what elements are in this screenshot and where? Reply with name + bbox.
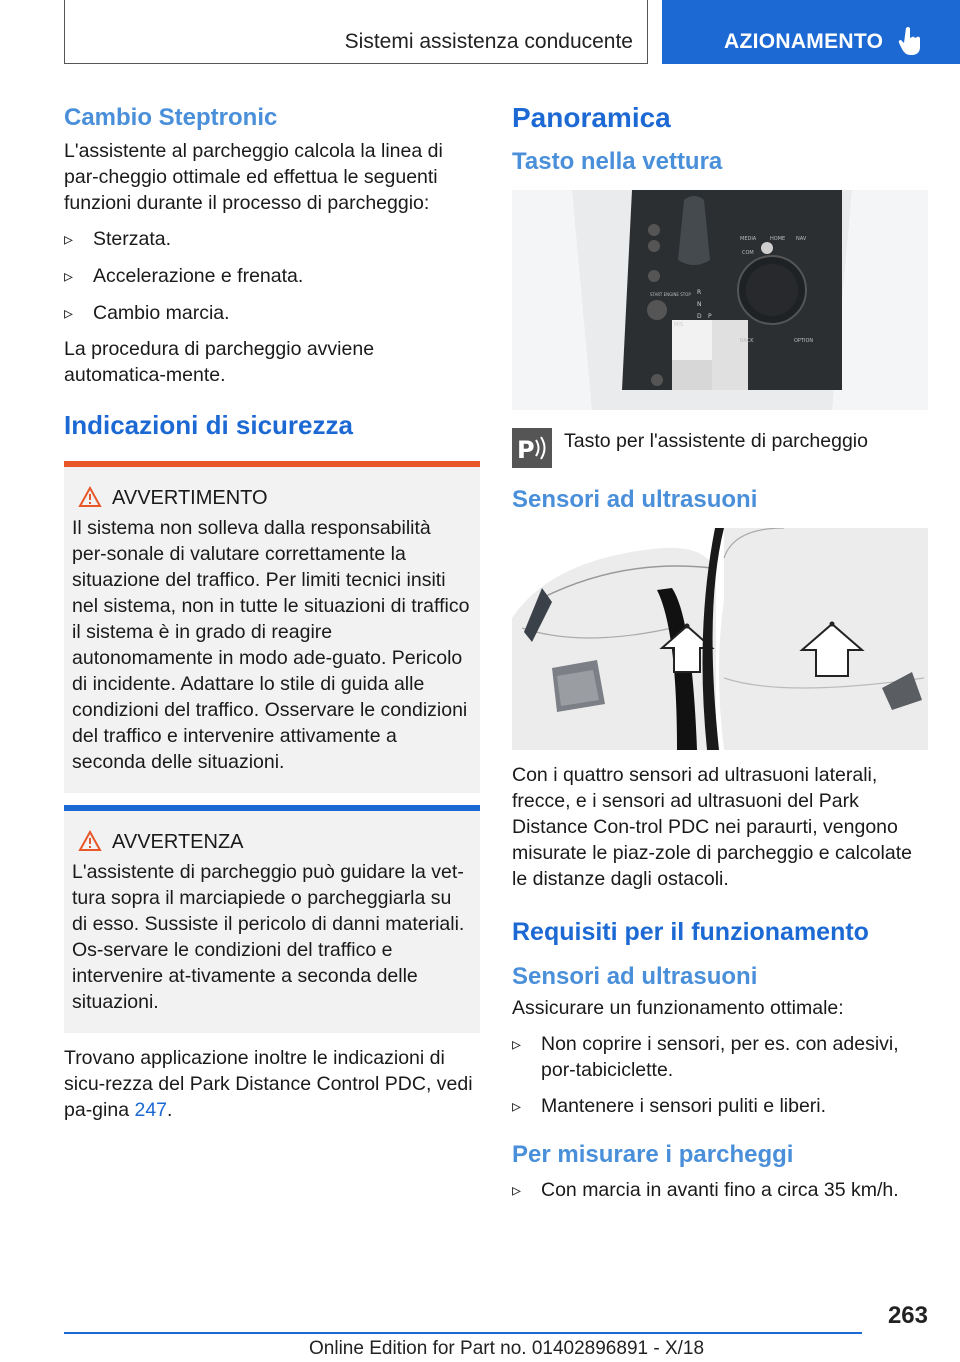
- console-label-nav: NAV: [796, 236, 807, 242]
- console-label-back: BACK: [740, 338, 754, 344]
- page-link-247[interactable]: 247: [134, 1099, 168, 1121]
- heading-button: Tasto nella vettura: [512, 148, 723, 175]
- heading-measure: Per misurare i parcheggi: [512, 1141, 794, 1168]
- heading-sensors: Sensori ad ultrasuoni: [512, 486, 758, 513]
- park-assist-icon: [512, 428, 552, 468]
- header-section-box: [64, 0, 648, 64]
- list-item: ▹ Cambio marcia.: [64, 300, 480, 326]
- svg-text:P: P: [517, 436, 535, 464]
- caution-triangle-icon: [78, 830, 102, 852]
- console-label-media: MEDIA: [740, 236, 757, 242]
- heading-overview: Panoramica: [512, 102, 671, 133]
- sensor-care-list: [512, 1031, 928, 1119]
- caution-title: [72, 829, 470, 855]
- button-caption-row: [512, 428, 928, 472]
- paragraph-more: [64, 1045, 480, 1123]
- car-sensors-illustration: [512, 528, 928, 750]
- page-number: 263: [887, 1302, 928, 1329]
- warning-title: [72, 485, 470, 511]
- left-column: [64, 100, 480, 1123]
- paragraph-more-end: .: [167, 1099, 173, 1121]
- heading-requirements: Requisiti per il funzionamento: [512, 918, 869, 946]
- console-label-gear-n: N: [697, 301, 702, 308]
- console-image: [512, 190, 928, 410]
- caution-box: [64, 805, 480, 1033]
- right-column: [512, 100, 928, 1203]
- console-label-gear-p: P: [708, 313, 712, 320]
- paragraph-ensure: Assicurare un funzionamento ottimale:: [512, 997, 844, 1019]
- button-caption: Tasto per l'assistente di parcheggio: [564, 430, 868, 452]
- list-item: ▹ Con marcia in avanti fino a circa 35 km/h.: [512, 1177, 928, 1203]
- footer-divider: [64, 1332, 862, 1334]
- footer-edition: Online Edition for Part no. 01402896891 - X/18: [309, 1338, 705, 1359]
- console-illustration: [512, 190, 928, 410]
- warning-box: [64, 461, 480, 793]
- paragraph-intro: L'assistente al parcheggio calcola la linea di par-cheggio ottimale ed effettua le seguenti funzioni durante il processo di parcheggio:: [64, 140, 443, 214]
- sensors-image: [512, 528, 928, 750]
- console-label-start-stop: START ENGINE STOP: [650, 292, 691, 297]
- warning-text: Il sistema non solleva dalla responsabilità per-sonale di valutare correttamente la situazione del traffico. Per limiti tecnici insiti nel sistema, non in tutte le situazioni di traffico il sistema è in grado di reagire autonomamente in modo ade-guato. Pericolo di incidente. Adattare lo stile di guida alle condizioni del traffico. Osservare le condizioni del traffico e intervenire attivamente a seconda delle situazioni.: [72, 517, 470, 773]
- paragraph-auto: La procedura di parcheggio avviene automatica-mente.: [64, 338, 375, 386]
- header-chapter-title: AZIONAMENTO: [724, 30, 884, 53]
- console-label-gear-r: R: [697, 289, 702, 296]
- header-section-title: Sistemi assistenza conducente: [344, 30, 633, 53]
- console-label-gear-ms: M/S: [674, 322, 684, 328]
- measure-list: [512, 1177, 928, 1203]
- list-item: ▹ Accelerazione e frenata.: [64, 263, 480, 289]
- list-item: ▹ Non coprire i sensori, per es. con adesivi, por-tabiciclette.: [512, 1031, 928, 1083]
- console-label-option: OPTION: [794, 338, 814, 344]
- hand-pointer-icon: [898, 26, 924, 56]
- warning-triangle-icon: [78, 486, 102, 508]
- caution-text: L'assistente di parcheggio può guidare la vet-tura sopra il marciapiede o parcheggiarla su di esso. Sussiste il pericolo di danni materiali. Os-servare le condizioni del traffico e intervenire at-tivamente a seconda delle situazioni.: [72, 861, 465, 1013]
- console-label-gear-d: D: [697, 313, 702, 320]
- heading-steptronic: Cambio Steptronic: [64, 104, 278, 131]
- paragraph-more-text: Trovano applicazione inoltre le indicazioni di sicu-rezza del Park Distance Control PDC, vedi pa-gina: [64, 1047, 473, 1121]
- function-list: [64, 226, 480, 326]
- warning-title-text: AVVERTIMENTO: [112, 487, 268, 509]
- console-label-com: COM: [742, 250, 754, 256]
- caution-title-text: AVVERTENZA: [112, 831, 244, 853]
- list-item: ▹ Sterzata.: [64, 226, 480, 252]
- heading-safety: Indicazioni di sicurezza: [64, 410, 353, 440]
- header-chapter-tab: [662, 0, 960, 64]
- paragraph-sensors: Con i quattro sensori ad ultrasuoni laterali, frecce, e i sensori ad ultrasuoni del Park Distance Con-trol PDC nei paraurti, vengono misurate le piaz-zole di parcheggio e calcolate le distanze dagli ostacoli.: [512, 764, 912, 890]
- console-label-home: HOME: [770, 236, 786, 242]
- heading-sensors-2: Sensori ad ultrasuoni: [512, 963, 758, 990]
- list-item: ▹ Mantenere i sensori puliti e liberi.: [512, 1093, 928, 1119]
